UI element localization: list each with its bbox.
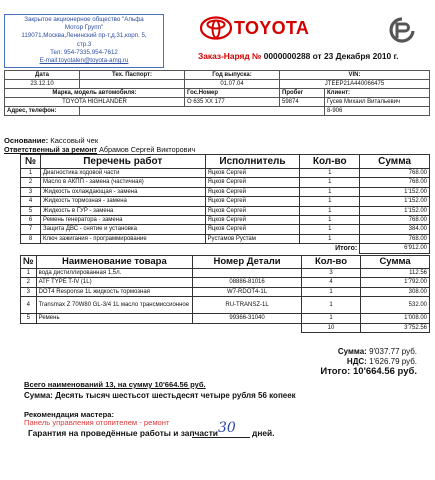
goods-table (20, 255, 430, 333)
table-row (21, 169, 430, 178)
mileage-label: Пробег (280, 89, 325, 98)
order-number: 0000000288 (263, 51, 311, 61)
table-cell: 1 (21, 169, 41, 178)
table-row (21, 206, 430, 215)
table-cell: Жидкость тормозная - замена (40, 197, 205, 206)
table-row (21, 234, 430, 243)
works-col-no: № (21, 155, 41, 169)
summary-block (320, 347, 417, 377)
table-cell: 112.56 (361, 269, 430, 278)
responsible-label: Ответственный за ремонт (4, 145, 98, 154)
table-cell: Яцков Сергей (205, 225, 300, 234)
table-cell: RU-TRANSZ-1L (193, 297, 302, 314)
sum-in-words: Сумма: Десять тысяч шестьсот шестьдесят четыре рубля 56 копеек (24, 391, 296, 400)
table-row (21, 187, 430, 196)
table-cell: 1 (301, 314, 360, 323)
table-cell: 8 (21, 234, 41, 243)
table-cell: Яцков Сергей (205, 169, 300, 178)
table-cell: 5 (21, 314, 37, 323)
regnum-label: Гос.Номер (185, 89, 280, 98)
table-row (21, 269, 430, 278)
warranty-days-handwritten: 30 (218, 420, 236, 436)
works-total-label: Итого: (335, 244, 358, 252)
table-cell: Ремень (36, 314, 193, 323)
table-row (21, 287, 430, 296)
works-col-qty: Кол-во (300, 155, 360, 169)
company-info-box (4, 14, 164, 68)
table-row (21, 178, 430, 187)
table-cell (193, 323, 302, 332)
order-date: от 23 Декабря 2010 г. (312, 51, 399, 61)
table-cell: 1 (21, 269, 37, 278)
table-cell: 1 (300, 225, 360, 234)
warranty-text: Гарантия на проведённые работы и запчасти (28, 428, 218, 438)
table-cell: Яцков Сергей (205, 187, 300, 196)
toyota-logo-icon (200, 16, 232, 40)
goods-col-no: № (21, 256, 37, 269)
summary-sum: Сумма: 9'037.77 руб. (337, 347, 417, 356)
table-cell: 4 (301, 278, 360, 287)
vin-value: JTEEP21A440066475 (280, 80, 430, 89)
table-cell: 08886-81016 (193, 278, 302, 287)
year-label: Год выпуска: (185, 71, 280, 80)
goods-col-qty: Кол-во (301, 256, 360, 269)
table-cell: вода дистиллированная 1,5л. (36, 269, 193, 278)
company-line: Закрытое акционерное общество "Альфа (24, 16, 144, 23)
table-cell: Ремень генератора - замена (40, 216, 205, 225)
table-cell: 1'792.00 (361, 278, 430, 287)
table-cell (36, 323, 193, 332)
table-cell (21, 323, 37, 332)
table-cell: Масло в АКПП - замена (частичная) (40, 178, 205, 187)
table-cell: 1'152.00 (360, 197, 430, 206)
recommendation-title: Рекомендация мастера: (24, 410, 114, 419)
table-row (21, 297, 430, 314)
table-cell: Жидкость охлаждающая - замена (40, 187, 205, 196)
works-table (20, 154, 430, 254)
table-cell: ATF TYPE T-IV (1L) (36, 278, 193, 287)
table-cell: 1 (300, 169, 360, 178)
table-row (21, 314, 430, 323)
basis-label: Основание: (4, 136, 49, 145)
model-label: Марка, модель автомобиля: (5, 89, 185, 98)
client-label: Клиент: (325, 89, 430, 98)
table-cell: 2 (21, 178, 41, 187)
table-cell: 768.00 (360, 169, 430, 178)
table-cell: 532.00 (361, 297, 430, 314)
table-cell: Transmax Z 70W80 GL-3/4 1L масло трансмиссионное (36, 297, 193, 314)
responsible-value: Абрамов Сергей Викторович (99, 145, 196, 154)
table-cell: 1'008.00 (361, 314, 430, 323)
company-line: Мотор Групп" (64, 24, 104, 32)
table-cell: 3 (21, 187, 41, 196)
table-cell: 1'152.00 (360, 187, 430, 196)
table-cell: 6 (21, 216, 41, 225)
table-cell: 2 (21, 278, 37, 287)
goods-col-name: Наименование товара (36, 256, 193, 269)
table-cell: Диагностика ходовой части (40, 169, 205, 178)
company-line: 119071,Москва,Ленинский пр-т,д.31,корп. 5, (21, 32, 147, 40)
works-total-value: 6'912.00 (360, 244, 430, 253)
basis-value: Кассовый чек (50, 136, 99, 145)
model-value: TOYOTA HIGHLANDER (5, 98, 185, 107)
order-label: Заказ-Наряд № (198, 51, 262, 61)
table-cell: Яцков Сергей (205, 197, 300, 206)
recommendation-text: Панель управления отопителем - ремонт (24, 418, 170, 427)
responsible-line (4, 145, 195, 154)
client-value: Гусев Михаил Витальевич (325, 98, 430, 107)
year-value: 01.07.04 (185, 80, 280, 89)
table-cell: 4 (21, 197, 41, 206)
table-cell: 1 (301, 297, 360, 314)
table-cell: W7-RDOT4-1L (193, 287, 302, 296)
table-cell: DOT4 Response 1L жидкость тормозная (36, 287, 193, 296)
table-cell: 308.00 (361, 287, 430, 296)
table-cell: 1 (300, 178, 360, 187)
table-cell: Защита ДВС - снятие и установка (40, 225, 205, 234)
table-cell: 1 (300, 206, 360, 215)
table-cell: 1 (300, 216, 360, 225)
table-cell: 3 (21, 287, 37, 296)
rst-certification-icon (388, 17, 418, 43)
goods-total-qty: 10 (301, 323, 360, 332)
brand-name: TOYOTA (234, 18, 310, 38)
warranty-days-word: дней. (252, 428, 275, 438)
table-cell (193, 269, 302, 278)
company-email[interactable]: E-mail:toyotalen@toyota-amg.ru (39, 57, 129, 65)
table-cell: 1 (300, 197, 360, 206)
warranty-days-underline (192, 437, 250, 438)
works-col-name: Перечень работ (40, 155, 205, 169)
table-cell: Яцков Сергей (205, 216, 300, 225)
table-cell: 1'152.00 (360, 206, 430, 215)
company-line: стр.3 (76, 40, 92, 48)
mileage-value: 59874 (280, 98, 325, 107)
date-label: Дата (5, 71, 80, 80)
table-cell: 5 (21, 206, 41, 215)
address-label: Адрес, телефон: (5, 107, 80, 116)
regnum-value: О 635 ХХ 177 (185, 98, 280, 107)
passport-label: Тех. Паспорт: (80, 71, 185, 80)
goods-col-sum: Сумма (361, 256, 430, 269)
passport-value (80, 80, 185, 89)
table-cell: Яцков Сергей (205, 206, 300, 215)
table-cell (205, 244, 300, 253)
table-cell: 7 (21, 225, 41, 234)
table-cell: 1 (300, 187, 360, 196)
summary-total: Итого: 10'664.56 руб. (320, 366, 417, 377)
table-cell: Рустамов Рустам (205, 234, 300, 243)
phone-value: 8-906 (325, 107, 430, 116)
table-row (21, 278, 430, 287)
table-cell: 4 (21, 297, 37, 314)
table-row (21, 225, 430, 234)
works-col-executor: Исполнитель (205, 155, 300, 169)
table-cell: 1 (301, 287, 360, 296)
table-row (21, 197, 430, 206)
all-items-line: Всего наименований 13, на сумму 10'664.56 руб. (24, 380, 206, 389)
table-row (21, 216, 430, 225)
company-line: Тел: 954-7335,954-7612 (50, 48, 118, 56)
table-cell: Жидкость в ГУР - замена (40, 206, 205, 215)
table-cell: Яцков Сергей (205, 178, 300, 187)
address-value (80, 107, 325, 116)
table-cell: 1 (300, 234, 360, 243)
table-cell (21, 244, 41, 253)
date-value: 23.12.10 (5, 80, 80, 89)
table-cell: 99366-31040 (193, 314, 302, 323)
table-cell: Ключ зажигания - программирование (40, 234, 205, 243)
table-cell (40, 244, 205, 253)
goods-col-part: Номер Детали (193, 256, 302, 269)
table-cell: 768.00 (360, 234, 430, 243)
table-cell: 3 (301, 269, 360, 278)
basis-line (4, 136, 98, 145)
table-cell: 768.00 (360, 216, 430, 225)
works-col-sum: Сумма (360, 155, 430, 169)
goods-total-value: 3'752.56 (361, 323, 430, 332)
summary-vat: НДС: 1'626.79 руб. (346, 357, 417, 366)
table-cell: 768.00 (360, 178, 430, 187)
order-heading (198, 51, 399, 61)
vehicle-info-table (4, 70, 430, 116)
vin-label: VIN: (280, 71, 430, 80)
table-cell: 384.00 (360, 225, 430, 234)
